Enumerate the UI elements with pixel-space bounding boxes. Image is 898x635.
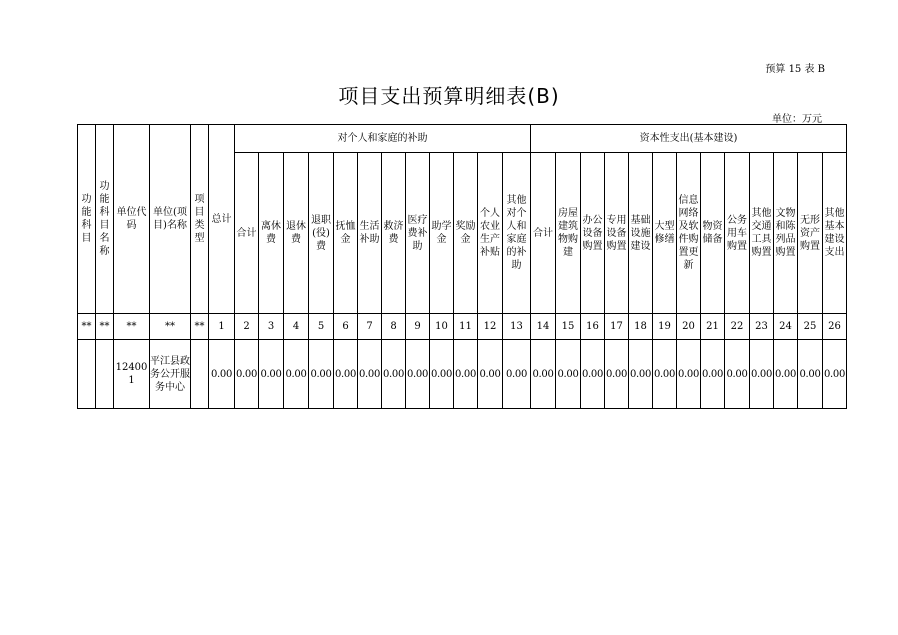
column-number: 9 bbox=[406, 314, 430, 340]
unit-label: 单位：万元 bbox=[772, 114, 822, 125]
value-cell: 0.00 bbox=[358, 340, 382, 409]
value-cell: 0.00 bbox=[677, 340, 701, 409]
header-group-personal: 对个人和家庭的补助 bbox=[235, 125, 531, 153]
value-cell: 0.00 bbox=[581, 340, 605, 409]
cell-unit-code: 124001 bbox=[114, 340, 150, 409]
header-personal-6: 生活补助 bbox=[358, 153, 382, 314]
value-cell: 0.00 bbox=[531, 340, 556, 409]
header-personal-2: 离休费 bbox=[259, 153, 284, 314]
budget-table bbox=[77, 124, 847, 409]
header-group-capital: 资本性支出(基本建设) bbox=[531, 125, 847, 153]
header-unit-code: 单位代码 bbox=[114, 125, 150, 314]
column-number: 3 bbox=[259, 314, 284, 340]
header-capital-7: 信息网络及软件购置更新 bbox=[677, 153, 701, 314]
header-capital-8: 物资储备 bbox=[701, 153, 725, 314]
header-personal-8: 医疗费补助 bbox=[406, 153, 430, 314]
number-row bbox=[78, 314, 847, 340]
value-cell: 0.00 bbox=[823, 340, 847, 409]
header-personal-7: 救济费 bbox=[382, 153, 406, 314]
column-number: 11 bbox=[454, 314, 478, 340]
column-number: 24 bbox=[774, 314, 798, 340]
header-personal-3: 退休费 bbox=[284, 153, 309, 314]
value-cell: 0.00 bbox=[382, 340, 406, 409]
header-capital-4: 专用设备购置 bbox=[605, 153, 629, 314]
header-personal-1: 合计 bbox=[235, 153, 259, 314]
cell-func-subject-name bbox=[96, 340, 114, 409]
column-number: 17 bbox=[605, 314, 629, 340]
value-cell: 0.00 bbox=[798, 340, 823, 409]
column-number: 4 bbox=[284, 314, 309, 340]
value-cell: 0.00 bbox=[629, 340, 653, 409]
value-cell: 0.00 bbox=[701, 340, 725, 409]
header-total: 总计 bbox=[209, 125, 235, 314]
header-personal-4: 退职(役)费 bbox=[309, 153, 334, 314]
num-func-subject-name: ** bbox=[96, 314, 114, 340]
num-unit-name: ** bbox=[150, 314, 191, 340]
column-number: 8 bbox=[382, 314, 406, 340]
column-number: 12 bbox=[478, 314, 503, 340]
value-cell: 0.00 bbox=[334, 340, 358, 409]
value-cell: 0.00 bbox=[774, 340, 798, 409]
column-number: 19 bbox=[653, 314, 677, 340]
header-personal-12: 其他对个人和家庭的补助 bbox=[503, 153, 531, 314]
column-number: 21 bbox=[701, 314, 725, 340]
header-capital-6: 大型修缮 bbox=[653, 153, 677, 314]
value-cell: 0.00 bbox=[430, 340, 454, 409]
header-personal-11: 个人农业生产补贴 bbox=[478, 153, 503, 314]
column-number: 20 bbox=[677, 314, 701, 340]
header-personal-5: 抚恤金 bbox=[334, 153, 358, 314]
column-number: 6 bbox=[334, 314, 358, 340]
column-number: 5 bbox=[309, 314, 334, 340]
page-title: 项目支出预算明细表(B) bbox=[338, 84, 560, 108]
column-number: 25 bbox=[798, 314, 823, 340]
header-capital-1: 合计 bbox=[531, 153, 556, 314]
header-capital-2: 房屋建筑物购建 bbox=[556, 153, 581, 314]
table-row bbox=[78, 340, 847, 409]
value-cell: 0.00 bbox=[309, 340, 334, 409]
value-cell: 0.00 bbox=[605, 340, 629, 409]
value-cell: 0.00 bbox=[406, 340, 430, 409]
column-number: 2 bbox=[235, 314, 259, 340]
value-cell: 0.00 bbox=[259, 340, 284, 409]
value-cell: 0.00 bbox=[235, 340, 259, 409]
column-number: 23 bbox=[750, 314, 774, 340]
header-capital-13: 其他基本建设支出 bbox=[823, 153, 847, 314]
header-personal-9: 助学金 bbox=[430, 153, 454, 314]
num-unit-code: ** bbox=[114, 314, 150, 340]
header-capital-5: 基础设施建设 bbox=[629, 153, 653, 314]
value-cell: 0.00 bbox=[478, 340, 503, 409]
value-cell: 0.00 bbox=[653, 340, 677, 409]
num-func-subject: ** bbox=[78, 314, 96, 340]
header-capital-10: 其他交通工具购置 bbox=[750, 153, 774, 314]
header-row-group bbox=[78, 125, 847, 153]
column-number: 16 bbox=[581, 314, 605, 340]
header-personal-10: 奖励金 bbox=[454, 153, 478, 314]
header-unit-name: 单位(项目)名称 bbox=[150, 125, 191, 314]
cell-func-subject bbox=[78, 340, 96, 409]
header-func-subject: 功能科目 bbox=[78, 125, 96, 314]
column-number: 22 bbox=[725, 314, 750, 340]
header-capital-9: 公务用车购置 bbox=[725, 153, 750, 314]
column-number: 13 bbox=[503, 314, 531, 340]
column-number: 15 bbox=[556, 314, 581, 340]
column-number: 18 bbox=[629, 314, 653, 340]
column-number: 1 bbox=[209, 314, 235, 340]
value-cell: 0.00 bbox=[209, 340, 235, 409]
header-project-type: 项目类型 bbox=[191, 125, 209, 314]
header-capital-12: 无形资产购置 bbox=[798, 153, 823, 314]
column-number: 10 bbox=[430, 314, 454, 340]
cell-project-type bbox=[191, 340, 209, 409]
header-capital-3: 办公设备购置 bbox=[581, 153, 605, 314]
value-cell: 0.00 bbox=[284, 340, 309, 409]
num-project-type: ** bbox=[191, 314, 209, 340]
cell-unit-name: 平江县政务公开服务中心 bbox=[150, 340, 191, 409]
value-cell: 0.00 bbox=[454, 340, 478, 409]
value-cell: 0.00 bbox=[556, 340, 581, 409]
column-number: 26 bbox=[823, 314, 847, 340]
column-number: 14 bbox=[531, 314, 556, 340]
value-cell: 0.00 bbox=[750, 340, 774, 409]
value-cell: 0.00 bbox=[725, 340, 750, 409]
column-number: 7 bbox=[358, 314, 382, 340]
table-number: 预算 15 表 B bbox=[765, 64, 825, 75]
header-capital-11: 文物和陈列品购置 bbox=[774, 153, 798, 314]
header-func-subject-name: 功能科目名称 bbox=[96, 125, 114, 314]
value-cell: 0.00 bbox=[503, 340, 531, 409]
